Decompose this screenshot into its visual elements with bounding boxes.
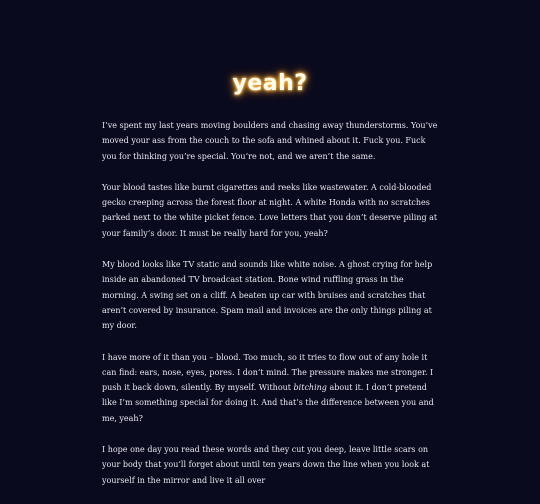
paragraph-5: I hope one day you read these words and they cut you deep, leave little scars on your body that you’ll forget about until ten years down the line when you look at yourself in the mirror and live it all over: [102, 445, 430, 485]
paragraph-3: My blood looks like TV static and sounds like white noise. A ghost crying for help inside an abandoned TV broadcast station. Bone wind ruffling grass in the morning. A swing set on a cliff. A beaten up car with bruises and scratches that aren’t covered by insurance. Spam mail and invoices are the only things piling at my door.: [102, 260, 433, 331]
paragraph-4-text-start: I have more of it than you – blood. Too much, so it tries to flow out of any hole it can find: ears, nose, eyes, pores. I don’t mind. The pressure makes me stronger. I push it back down, silently. By myself. Without: [102, 352, 434, 393]
page-title: yeah?: [232, 70, 308, 96]
paragraph-4-text-end: about it. I don’t pretend like I’m something special for doing it. And that’s the difference between you and me, yeah?: [102, 383, 434, 423]
paragraph-4-emphasis: bitching: [293, 383, 327, 393]
paragraph-2: Your blood tastes like burnt cigarettes and reeks like wastewater. A cold-blooded gecko creeping across the forest floor at night. A white Honda with no scratches parked next to the white picket fence. Love letters that you don’t deserve piling at your family’s door. It must be really hard for you, yeah?: [102, 182, 438, 238]
paragraph-4: [102, 350, 442, 426]
article-body: [102, 118, 442, 504]
paragraph-1: I’ve spent my last years moving boulders and chasing away thunderstorms. You’ve moved your ass from the couch to the sofa and whined about it. Fuck you. Fuck you for thinking you’re special. You’re not, and we aren’t the same.: [102, 121, 438, 161]
